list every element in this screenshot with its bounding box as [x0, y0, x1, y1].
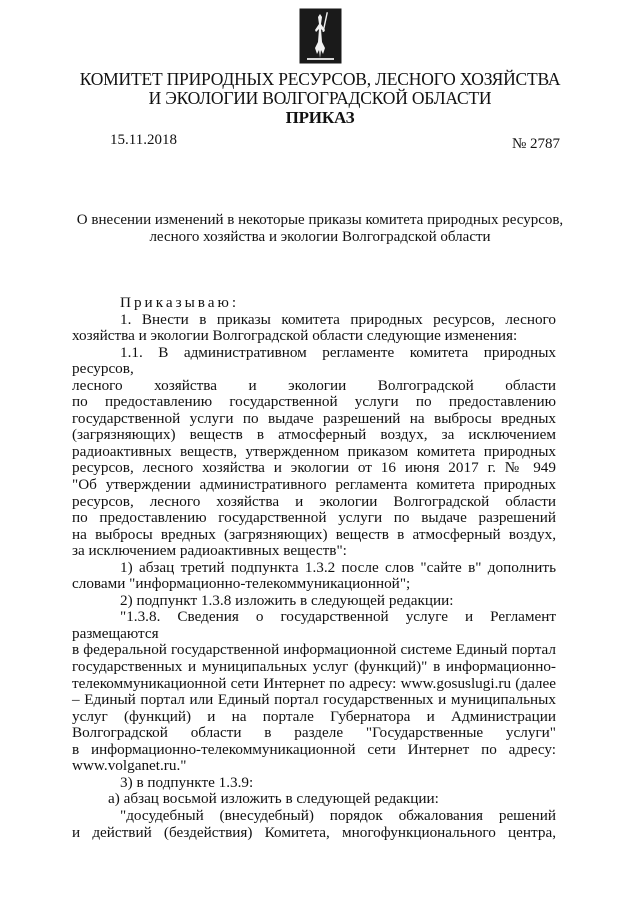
body-line: по предоставлению государственной услуги по выдаче разрешений — [72, 509, 556, 527]
body-line: государственной услуги по выдаче разрешений на выбросы вредных — [72, 409, 556, 427]
body-line: Приказываю: — [120, 294, 240, 311]
body-line: 2) подпункт 1.3.8 изложить в следующей редакции: — [120, 591, 454, 609]
body-line: лесного хозяйства и экологии Волгоградской области — [72, 376, 556, 394]
body-line: государственных и муниципальных услуг (функций)" в информационно- — [72, 658, 556, 676]
body-line: ресурсов, лесного хозяйства и экологии от 16 июня 2017 г. № 949 — [72, 459, 556, 477]
body-line: словами "информационно-телекоммуникационной"; — [72, 575, 411, 593]
subject-line-2: лесного хозяйства и экологии Волгоградской области — [149, 229, 491, 245]
subject-line-1: О внесении изменений в некоторые приказы комитета природных ресурсов, — [76, 212, 564, 228]
body-line: радиоактивных веществ, утвержденном приказом комитета природных — [72, 442, 556, 460]
document-body — [72, 295, 556, 841]
body-line: телекоммуникационной сети Интернет по адресу: www.gosuslugi.ru (далее — [72, 674, 556, 692]
body-line: "1.3.8. Сведения о государственной услуге и Регламент размещаются — [72, 608, 556, 642]
document-header — [0, 70, 640, 127]
body-line: (загрязняющих) веществ в атмосферный воздух, за исключением — [72, 426, 556, 444]
document-number: № 2787 — [512, 136, 561, 152]
body-line: хозяйства и экологии Волгоградской области следующие изменения: — [72, 327, 518, 345]
body-line: 1) абзац третий подпункта 1.3.2 после слов "сайте в" дополнить — [120, 558, 556, 576]
body-line: в федеральной государственной информационной системе Единый портал — [72, 641, 556, 659]
header-line-2: И ЭКОЛОГИИ ВОЛГОГРАДСКОЙ ОБЛАСТИ — [148, 88, 492, 108]
body-line: – Единый портал или Единый портал государственных и муниципальных — [72, 691, 556, 709]
body-line: Волгоградской области в разделе "Государственные услуги" — [72, 724, 556, 742]
body-line: 3) в подпункте 1.3.9: — [120, 773, 254, 791]
body-line: "досудебный (внесудебный) порядок обжалования решений — [120, 806, 556, 824]
header-line-1: КОМИТЕТ ПРИРОДНЫХ РЕСУРСОВ, ЛЕСНОГО ХОЗЯЙСТВА — [79, 69, 561, 89]
body-line: услуг (функций) и на портале Губернатора и Администрации — [72, 707, 556, 725]
volgograd-emblem-icon — [299, 8, 342, 64]
body-line: 1.1. В административном регламенте комитета природных ресурсов, — [72, 343, 556, 378]
document-type: ПРИКАЗ — [285, 108, 355, 127]
body-line: 1. Внести в приказы комитета природных ресурсов, лесного — [120, 310, 556, 328]
body-line: по предоставлению государственной услуги по предоставлению — [72, 393, 556, 411]
body-line: www.volganet.ru." — [72, 757, 187, 775]
body-line: в информационно-телекоммуникационной сети Интернет по адресу: — [72, 740, 556, 758]
body-line: "Об утверждении административного регламента комитета природных — [72, 476, 556, 494]
body-line: за исключением радиоактивных веществ": — [72, 542, 347, 560]
body-line: на выбросы вредных (загрязняющих) веществ в атмосферный воздух, — [72, 525, 556, 543]
document-date: 15.11.2018 — [110, 132, 177, 148]
body-line: а) абзац восьмой изложить в следующей редакции: — [108, 790, 439, 808]
document-subject — [55, 212, 585, 246]
body-line: и действий (бездействия) Комитета, многофункционального центра, — [72, 823, 556, 841]
body-line: ресурсов, лесного хозяйства и экологии Волгоградской области — [72, 492, 556, 510]
